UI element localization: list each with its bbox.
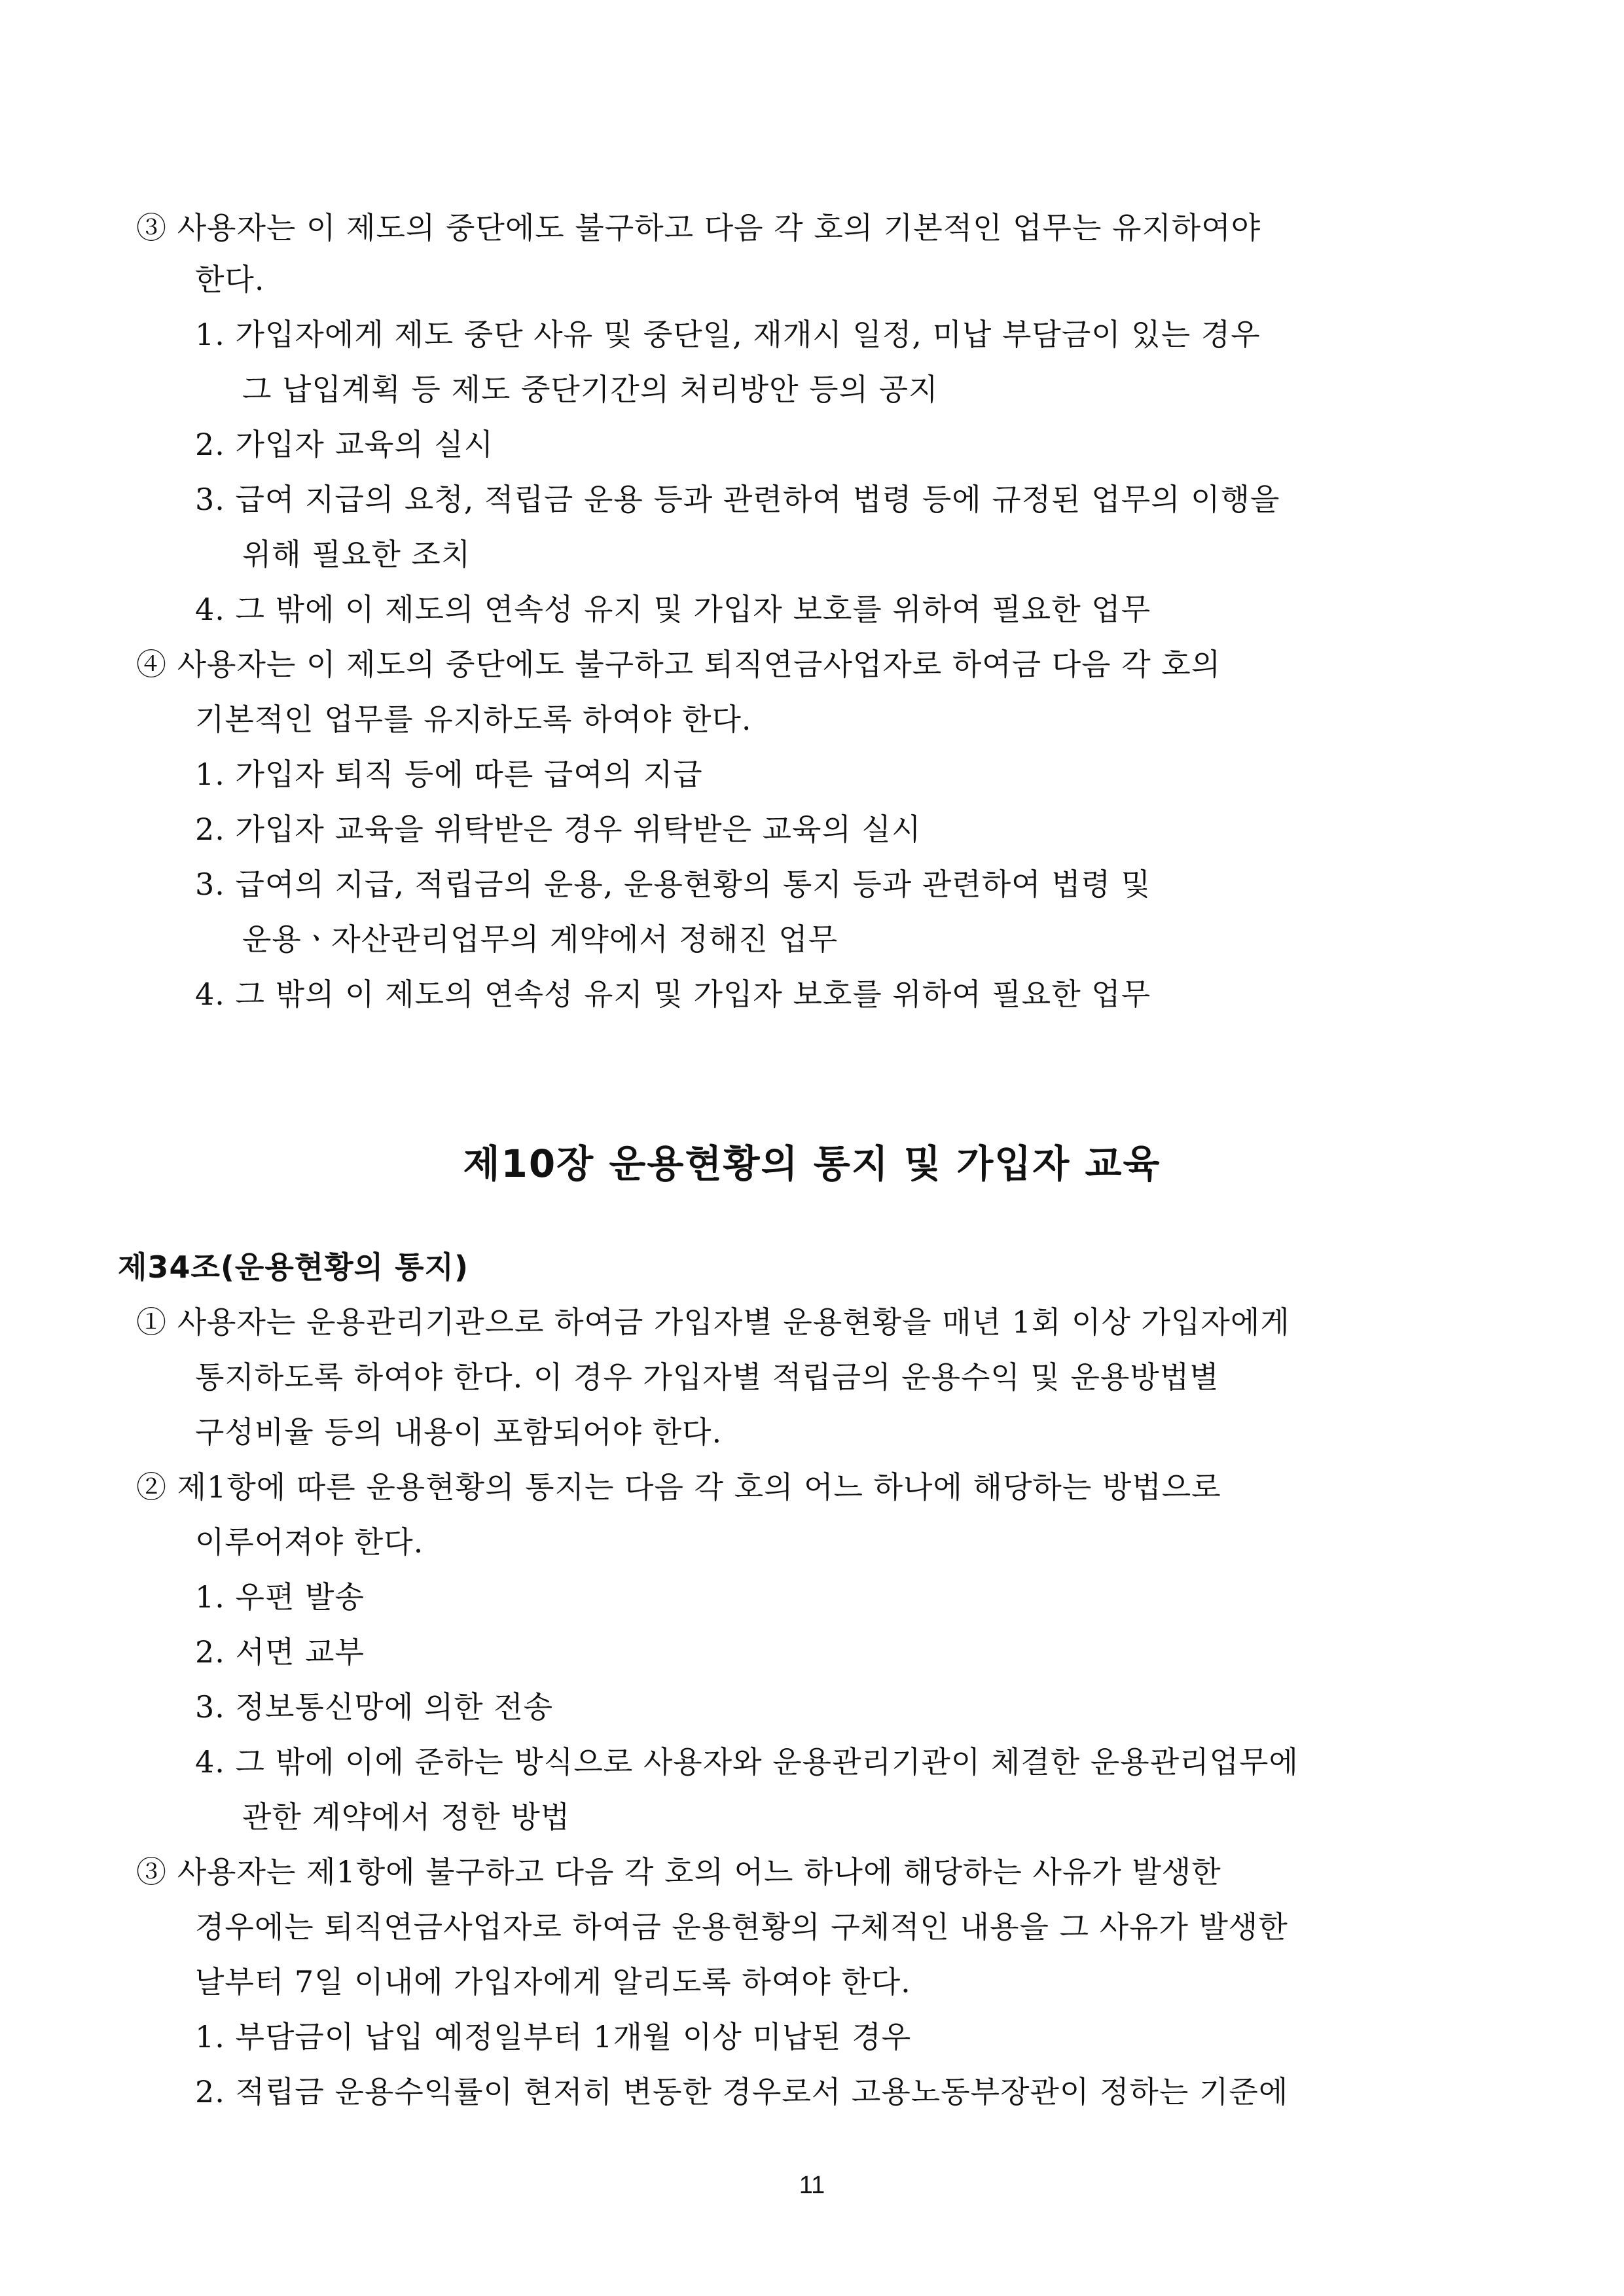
article-34-p2-item-4-line-1: 4. 그 밖에 이에 준하는 방식으로 사용자와 운용관리기관이 체결한 운용관리업무에	[195, 1744, 1299, 1780]
item-4-3-line-1: 3. 급여의 지급, 적립금의 운용, 운용현황의 통지 등과 관련하여 법령 및	[195, 867, 1151, 902]
article-34-p2-item-1: 1. 우편 발송	[195, 1579, 365, 1615]
article-34-p2-line-2: 이루어져야 한다.	[195, 1524, 424, 1560]
paragraph-4-line-1: ④ 사용자는 이 제도의 중단에도 불구하고 퇴직연금사업자로 하여금 다음 각 호의	[136, 647, 1221, 682]
item-4-3-line-2: 운용ㆍ자산관리업무의 계약에서 정해진 업무	[242, 922, 839, 957]
item-3-2: 2. 가입자 교육의 실시	[195, 427, 494, 462]
item-3-1-line-2: 그 납입계획 등 제도 중단기간의 처리방안 등의 공지	[242, 372, 939, 407]
article-34-p2-line-1: ② 제1항에 따른 운용현황의 통지는 다음 각 호의 어느 하나에 해당하는 방법으로	[136, 1469, 1221, 1505]
article-34-p1-line-1: ① 사용자는 운용관리기관으로 하여금 가입자별 운용현황을 매년 1회 이상 가입자에게	[136, 1304, 1290, 1340]
paragraph-3-line-1: ③ 사용자는 이 제도의 중단에도 불구하고 다음 각 호의 기본적인 업무는 유지하여야	[136, 210, 1261, 245]
item-4-1: 1. 가입자 퇴직 등에 따른 급여의 지급	[195, 757, 703, 792]
article-34-p1-line-2: 통지하도록 하여야 한다. 이 경우 가입자별 적립금의 운용수익 및 운용방법별	[195, 1359, 1219, 1395]
article-34-p2-item-4-line-2: 관한 계약에서 정한 방법	[242, 1799, 571, 1835]
item-3-3-line-2: 위해 필요한 조치	[242, 537, 471, 572]
paragraph-4-line-2: 기본적인 업무를 유지하도록 하여야 한다.	[195, 702, 752, 737]
article-34-p2-item-3: 3. 정보통신망에 의한 전송	[195, 1689, 554, 1725]
item-3-1-line-1: 1. 가입자에게 제도 중단 사유 및 중단일, 재개시 일정, 미납 부담금이 있는 경우	[195, 317, 1261, 352]
article-34-p3-line-1: ③ 사용자는 제1항에 불구하고 다음 각 호의 어느 하나에 해당하는 사유가 발생한	[136, 1854, 1221, 1890]
item-4-4: 4. 그 밖의 이 제도의 연속성 유지 및 가입자 보호를 위하여 필요한 업무	[195, 977, 1151, 1012]
article-34-p3-item-1: 1. 부담금이 납입 예정일부터 1개월 이상 미납된 경우	[195, 2019, 912, 2054]
paragraph-3-line-2: 한다.	[195, 262, 265, 297]
item-4-2: 2. 가입자 교육을 위탁받은 경우 위탁받은 교육의 실시	[195, 812, 922, 847]
article-34-p2-item-2: 2. 서면 교부	[195, 1634, 365, 1670]
article-34-title: 제34조(운용현황의 통지)	[118, 1249, 469, 1285]
page-number: 11	[799, 2172, 825, 2199]
article-34-p3-line-2: 경우에는 퇴직연금사업자로 하여금 운용현황의 구체적인 내용을 그 사유가 발생한	[195, 1909, 1288, 1945]
item-3-3-line-1: 3. 급여 지급의 요청, 적립금 운용 등과 관련하여 법령 등에 규정된 업무의 이행을	[195, 482, 1280, 517]
article-34-p1-line-3: 구성비율 등의 내용이 포함되어야 한다.	[195, 1414, 723, 1450]
article-34-p3-item-2: 2. 적립금 운용수익률이 현저히 변동한 경우로서 고용노동부장관이 정하는 기준에	[195, 2074, 1289, 2109]
item-3-4: 4. 그 밖에 이 제도의 연속성 유지 및 가입자 보호를 위하여 필요한 업무	[195, 592, 1151, 627]
article-34-p3-line-3: 날부터 7일 이내에 가입자에게 알리도록 하여야 한다.	[195, 1964, 911, 2000]
chapter-title: 제10장 운용현황의 통지 및 가입자 교육	[463, 1141, 1161, 1186]
